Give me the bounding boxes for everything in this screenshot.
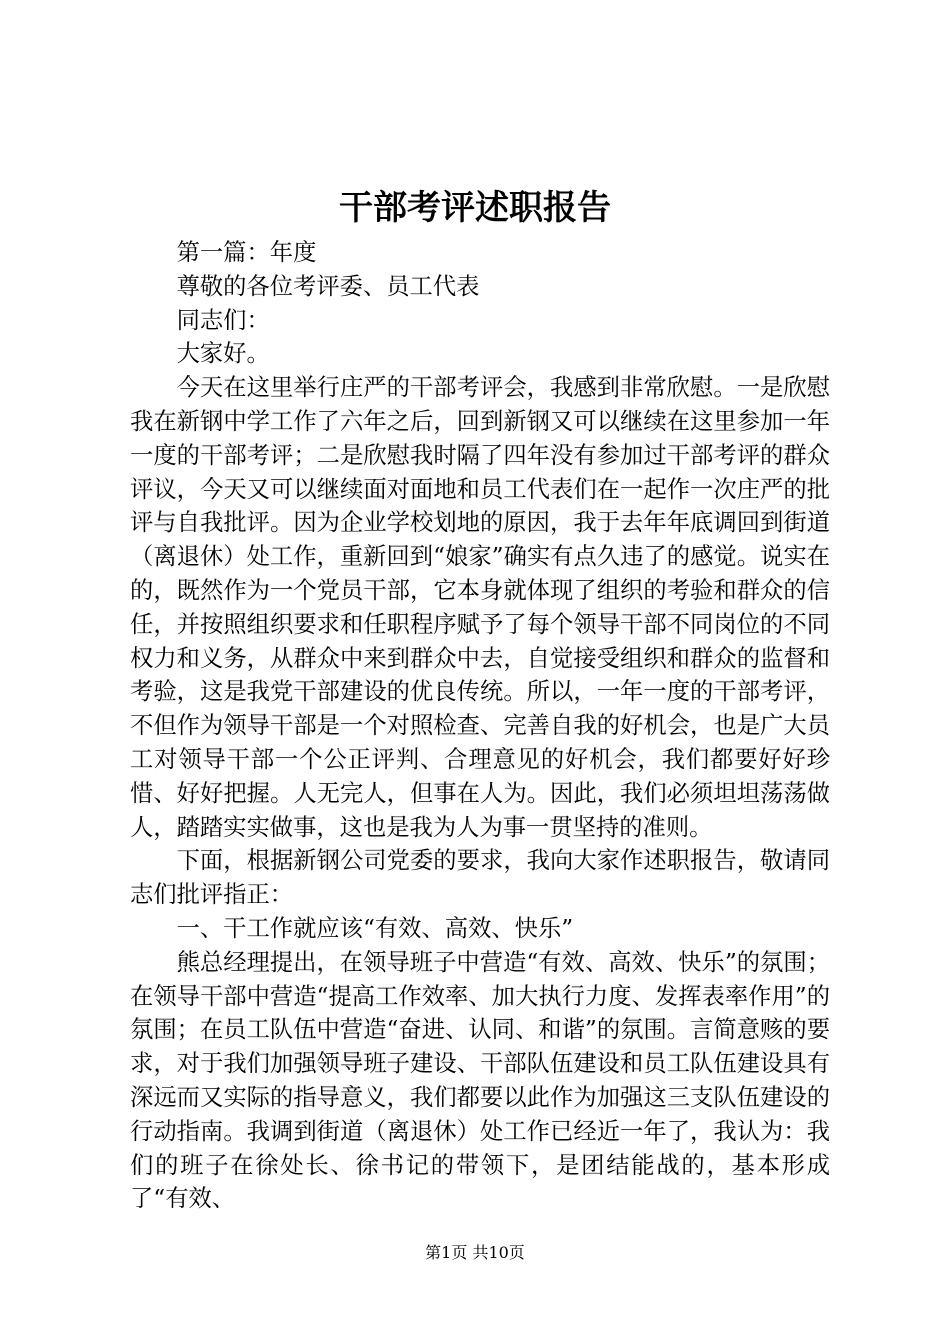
paragraph-transition: 下面，根据新钢公司党委的要求，我向大家作述职报告，敬请同志们批评指正： [130,847,830,909]
document-body [130,236,830,1216]
page-footer: 第1页 共10页 [425,1243,525,1262]
paragraph-heading-one: 一、干工作就应该“有效、高效、快乐” [176,914,574,942]
paragraph-opening: 今天在这里举行庄严的干部考评会，我感到非常欣慰。一是欣慰我在新钢中学工作了六年之后，回到新钢又可以继续在这里参加一年一度的干部考评；二是欣慰我时隔了四年没有参加过干部考评的群众评议，今天又可以继续面对面地和员工代表们在一起作一次庄严的批评与自我批评。因为企业学校划地的原因，我于去年年底调回到街道（离退休）处工作，重新回到“娘家”确实有点久违了的感觉。说实在的，既然作为一个党员干部，它本身就体现了组织的考验和群众的信任，并按照组织要求和任职程序赋予了每个领导干部不同岗位的不同权力和义务，从群众中来到群众中去，自觉接受组织和群众的监督和考验，这是我党干部建设的优良传统。所以，一年一度的干部考评，不但作为领导干部是一个对照检查、完善自我的好机会，也是广大员工对领导干部一个公正评判、合理意见的好机会，我们都要好好珍惜、好好把握。人无完人，但事在人为。因此，我们必须坦坦荡荡做人，踏踏实实做事，这也是我为人为事一贯坚持的准则。 [130,374,830,841]
paragraph-greeting: 大家好。 [176,340,270,368]
document-title: 干部考评述职报告 [339,188,611,228]
paragraph-salutation: 尊敬的各位考评委、员工代表 [176,272,480,300]
paragraph-body-one: 熊总经理提出，在领导班子中营造“有效、高效、快乐”的氛围；在领导干部中营造“提高工作效率、加大执行力度、发挥表率作用”的氛围；在员工队伍中营造“奋进、认同、和谐”的氛围。言简意赅的要求，对于我们加强领导班子建设、干部队伍建设和员工队伍建设具有深远而又实际的指导意义，我们都要以此作为加强这三支队伍建设的行动指南。我调到街道（离退休）处工作已经近一年了，我认为：我们的班子在徐处长、徐书记的带领下，是团结能战的，基本形成了“有效、 [130,948,830,1213]
paragraph-section-heading: 第一篇：年度 [176,239,317,266]
paragraph-comrades: 同志们： [176,306,270,334]
